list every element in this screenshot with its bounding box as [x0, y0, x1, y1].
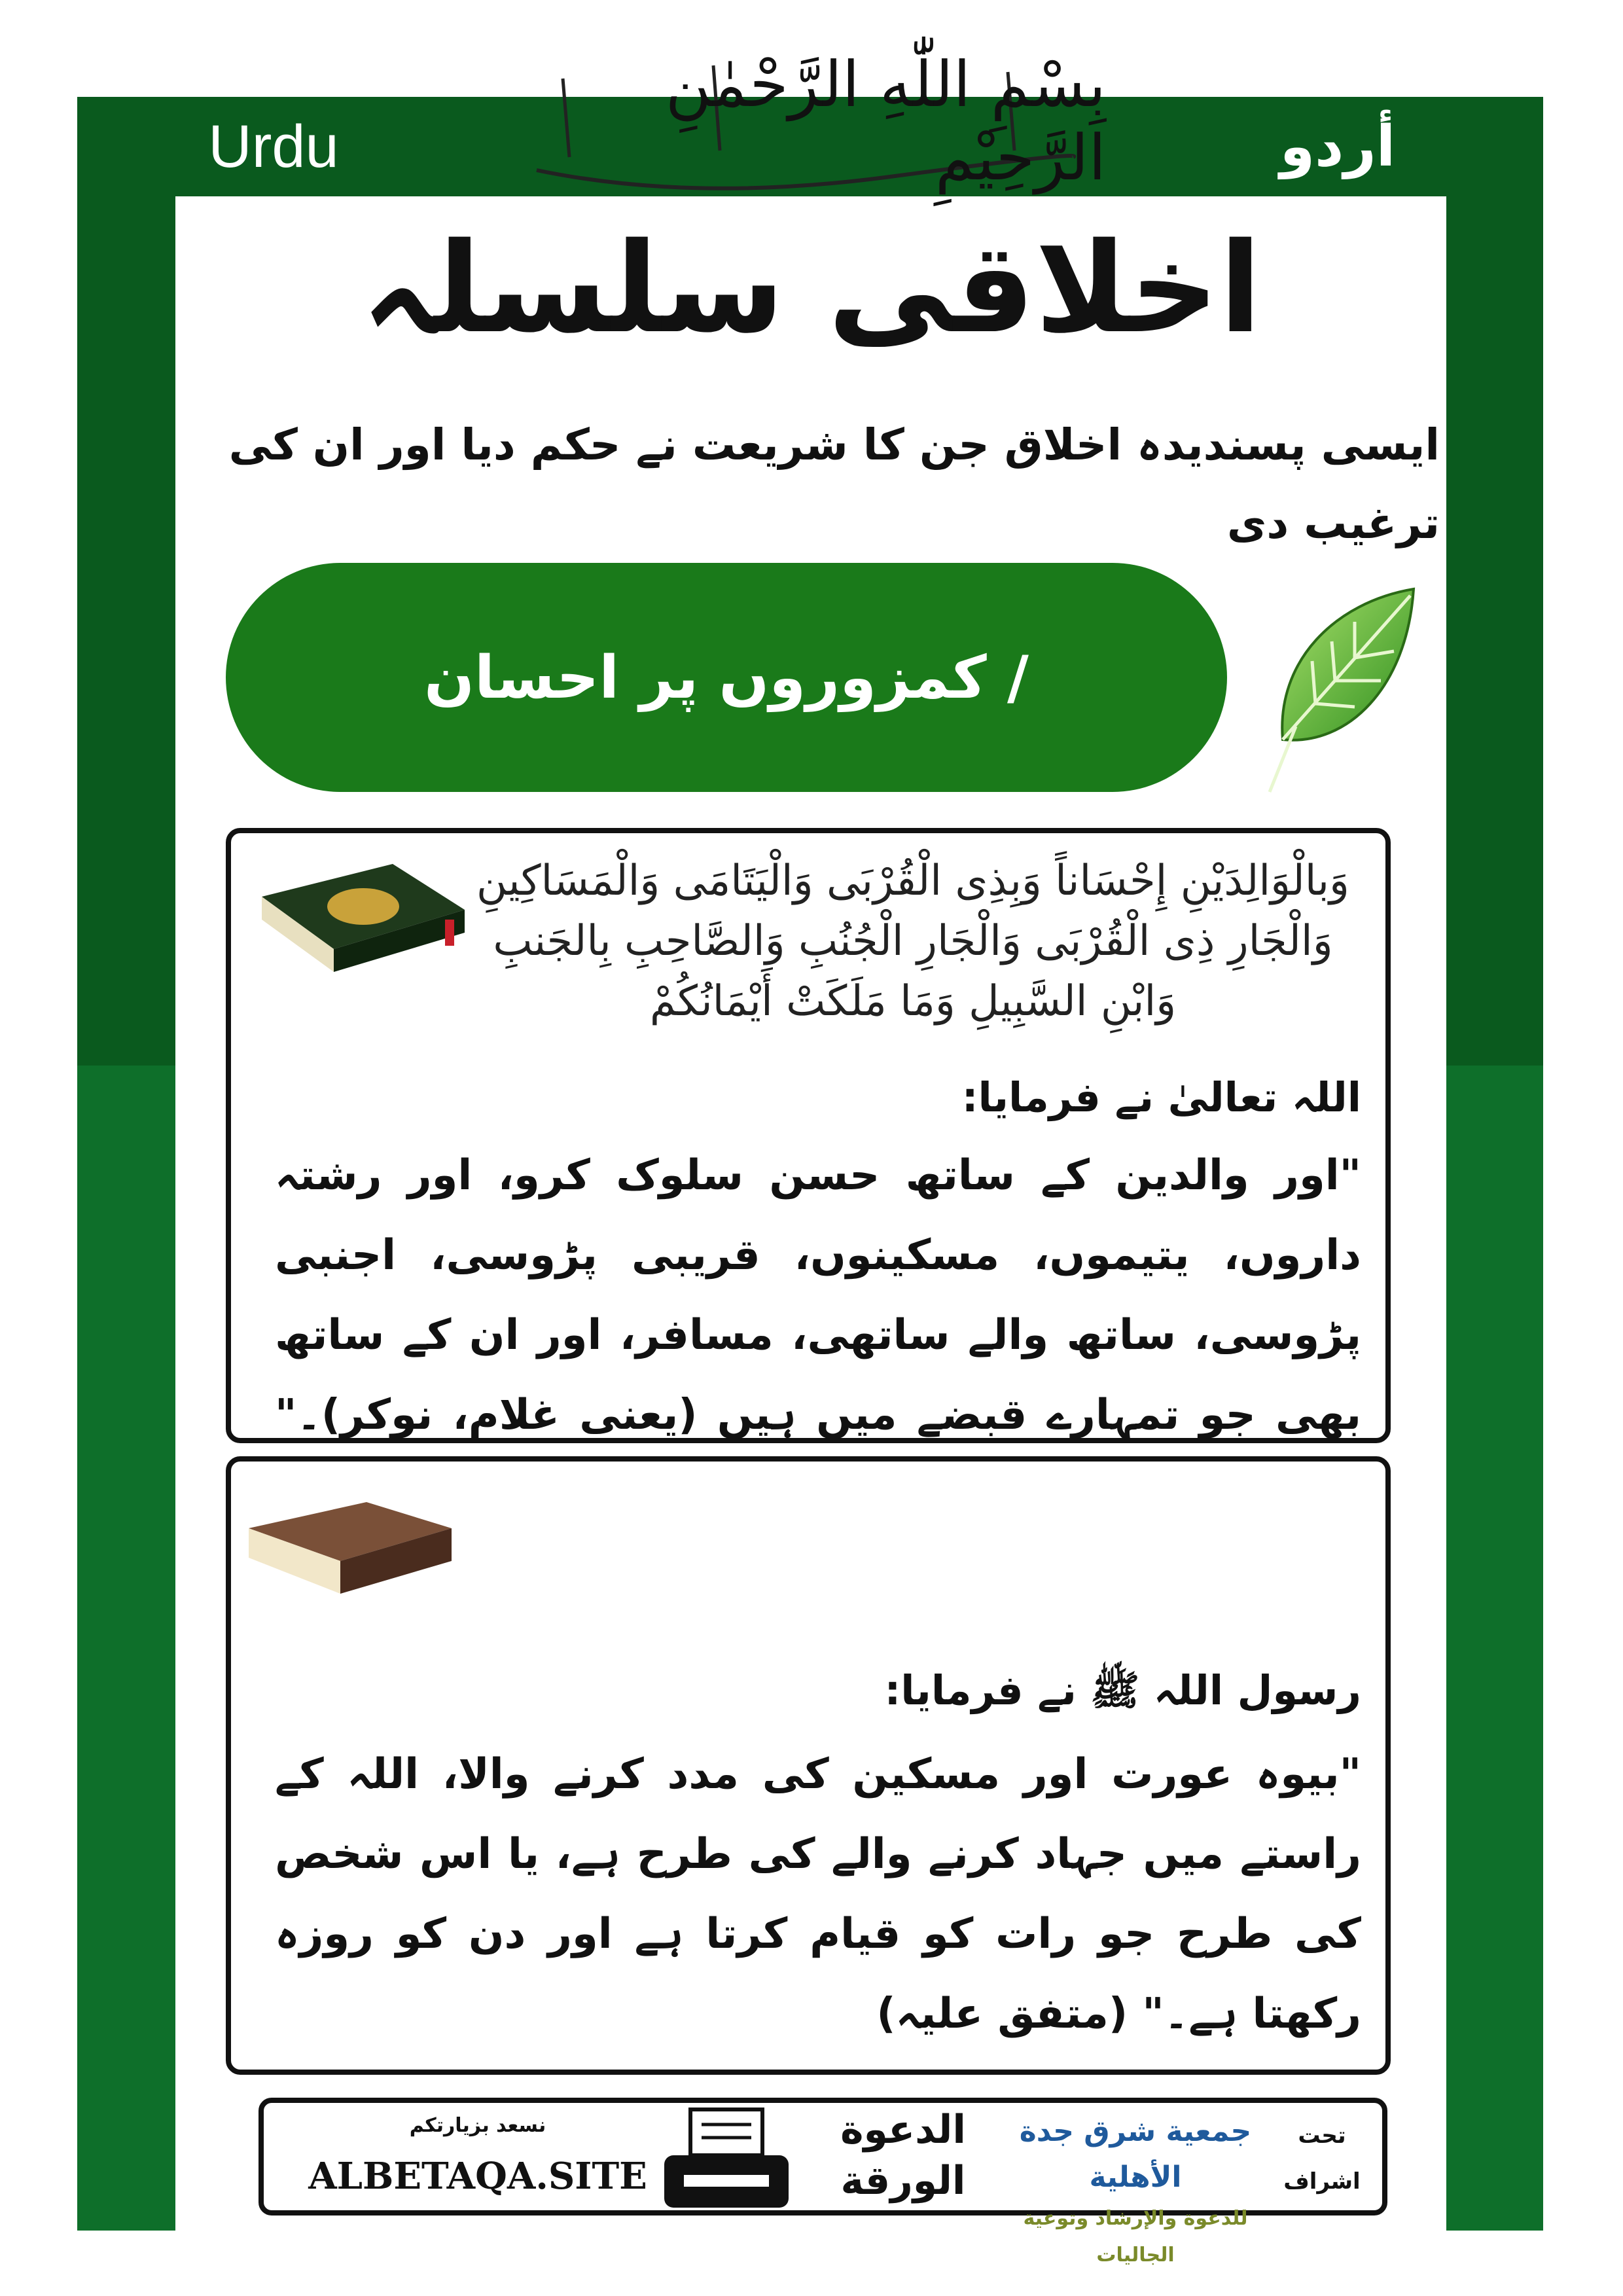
org-logo: [995, 2109, 1276, 2274]
dawah-logo-line: الدعوة: [840, 2107, 966, 2153]
page-title: اخلاقی سلسلہ: [361, 216, 1262, 361]
org-tagline: للدعوة والإرشاد وتوعية الجاليات: [1023, 2207, 1248, 2267]
basmala: [497, 39, 1106, 203]
hadith-label: رسول اللہ ﷺ نے فرمایا:: [884, 1666, 1361, 1714]
org-name: جمعية شرق جدة الأهلية: [1019, 2115, 1252, 2194]
quran-verse: [275, 851, 1355, 1031]
verse-line: وَبالْوَالِدَيْنِ إِحْسَاناً وَبِذِی الْقُرْبَى وَالْيَتَامَى وَالْمَسَاكِينِ: [476, 857, 1349, 905]
under-label: تحت: [1298, 2123, 1346, 2149]
tab-label-arabic: أردو: [1279, 114, 1396, 179]
supervision-text: اشراف: [1283, 2168, 1361, 2195]
dawah-logo: [831, 2104, 975, 2206]
tab-label-english: Urdu: [208, 113, 339, 180]
printer-icon: [661, 2106, 792, 2211]
basmala-text: بِسْمِ اللّٰهِ الرَّحْمٰنِ الرَّحِيْمِ: [665, 48, 1106, 194]
topic-banner: [226, 563, 1227, 792]
language-tab-english: [77, 97, 470, 196]
waraqa-logo-line: الورقة: [840, 2158, 966, 2204]
topic-text: / کمزوروں پر احسان: [424, 643, 1029, 712]
verse-line: وَالْجَارِ ذِی الْقُرْبَى وَالْجَارِ الْجُنُبِ وَالصَّاحِبِ بِالجَنبِ: [493, 917, 1333, 965]
verse-line: وَابْنِ السَّبِيلِ وَمَا مَلَكَتْ أَيْمَانُكُمْ: [649, 977, 1177, 1026]
language-tab-arabic: [1132, 97, 1543, 196]
leaf-icon: [1257, 583, 1427, 798]
hadith-text: "بیوہ عورت اور مسکین کی مدد کرنے والا، اللہ کے راستے میں جہاد کرنے والے کی طرح ہے، یا اس شخص کی طرح جو رات کو قیام کرتا ہے اور دن کو روزہ رکھتا ہے۔" (متفق علیہ): [275, 1750, 1361, 2038]
site-link[interactable]: ALBETAQA.SITE: [308, 2155, 647, 2198]
quran-translation: "اور والدین کے ساتھ حسن سلوک کرو، اور رشتہ داروں، یتیموں، مسکینوں، قریبی پڑوسی، اجنبی پڑوسی، ساتھ والے ساتھی، مسافر، اور ان کے ساتھ بھی جو تمہارے قبضے میں ہیں (یعنی غلام، نوکر)۔": [275, 1151, 1361, 1439]
footer-tagline: نسعد بزيارتكم: [409, 2114, 546, 2137]
book-icon: [242, 1489, 458, 1600]
subtitle: ایسی پسندیدہ اخلاق جن کا شریعت نے حکم دیا اور ان کی ترغیب دی: [228, 420, 1440, 548]
quran-label: اللہ تعالیٰ نے فرمایا:: [961, 1073, 1361, 1121]
supervision-label: [1283, 2113, 1361, 2204]
